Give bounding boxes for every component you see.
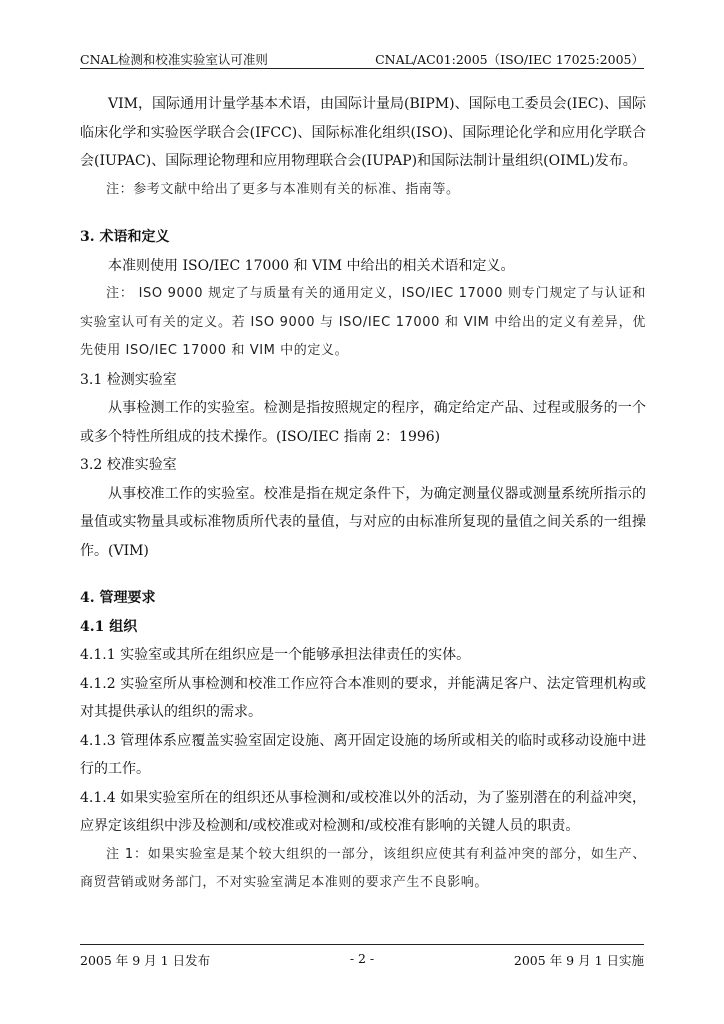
footer-effective-date: 2005 年 9 月 1 日实施	[513, 953, 644, 968]
page-number: - 2 -	[349, 951, 375, 966]
section-4-title: 4. 管理要求	[80, 590, 156, 606]
paragraph-vim: VIM，国际通用计量学基本术语，由国际计量局(BIPM)、国际电工委员会(IEC)、国际临床化学和实验医学联合会(IFCC)、国际标准化组织(ISO)、国际理论化学和应用化学联合会(IUPAC)、国际理论物理和应用物理联合会(IUPAP)和国际法制计量组织(OIML)发布。	[80, 96, 646, 169]
clause-4-1-4: 4.1.4 如果实验室所在的组织还从事检测和/或校准以外的活动，为了鉴别潜在的利益冲突，应界定该组织中涉及检测和/或校准或对检测和/或校准有影响的关键人员的职责。	[80, 789, 646, 834]
clause-4-1-1: 4.1.1 实验室或其所在组织应是一个能够承担法律责任的实体。	[80, 647, 471, 663]
header-doc-code: CNAL/AC01:2005（ISO/IEC 17025:2005）	[375, 52, 644, 67]
section-3-2-title: 3.2 校准实验室	[80, 457, 177, 473]
section-3-paragraph: 本准则使用 ISO/IEC 17000 和 VIM 中给出的相关术语和定义。	[108, 257, 515, 274]
section-3-2-paragraph: 从事校准工作的实验室。校准是指在规定条件下，为确定测量仪器或测量系统所指示的量值或实物量具或标准物质所代表的量值，与对应的由标准所复现的量值之间关系的一组操作。(VIM)	[80, 485, 646, 559]
clause-4-1-3: 4.1.3 管理体系应覆盖实验室固定设施、离开固定设施的场所或相关的临时或移动设施中进行的工作。	[80, 732, 646, 777]
page-footer	[80, 944, 644, 975]
section-3-note: 注： ISO 9000 规定了与质量有关的通用定义，ISO/IEC 17000 则专门规定了与认证和实验室认可有关的定义。若 ISO 9000 与 ISO/IEC 17000 和 VIM 中给出的定义有差异，优先使用 ISO/IEC 17000 和 VIM 中的定义。	[80, 286, 646, 358]
section-3-1-paragraph: 从事检测工作的实验室。检测是指按照规定的程序，确定给定产品、过程或服务的一个或多个特性所组成的技术操作。(ISO/IEC 指南 2：1996)	[80, 400, 646, 445]
page-header	[80, 40, 644, 69]
clause-4-1-2: 4.1.2 实验室所从事检测和校准工作应符合本准则的要求，并能满足客户、法定管理机构或对其提供承认的组织的需求。	[80, 675, 646, 720]
section-4-1-title: 4.1 组织	[80, 618, 138, 635]
document-body	[80, 90, 646, 898]
note-references: 注：参考文献中给出了更多与本准则有关的标准、指南等。	[106, 181, 460, 197]
clause-4-1-4-note: 注 1：如果实验室是某个较大组织的一部分，该组织应使其有利益冲突的部分，如生产、商贸营销或财务部门，不对实验室满足本准则的要求产生不良影响。	[80, 846, 646, 890]
section-3-1-title: 3.1 检测实验室	[80, 371, 177, 388]
header-title: CNAL检测和校准实验室认可准则	[80, 52, 268, 67]
section-3-title: 3. 术语和定义	[80, 229, 170, 245]
footer-issue-date: 2005 年 9 月 1 日发布	[80, 953, 211, 968]
